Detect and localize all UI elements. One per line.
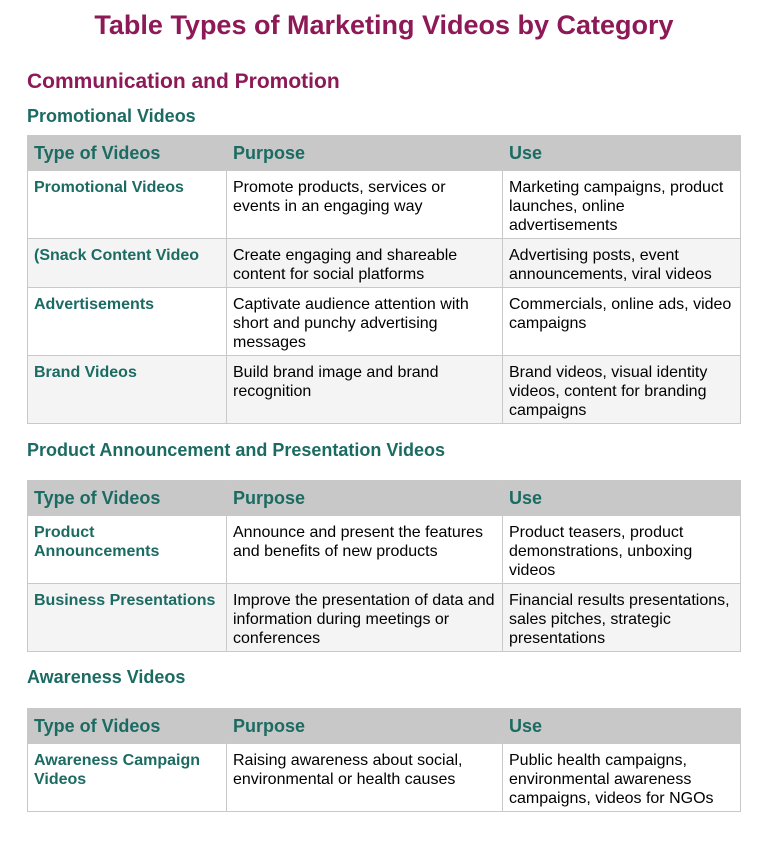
table-row <box>28 288 741 356</box>
table-promotional-videos <box>27 135 741 424</box>
cell-use: Brand videos, visual identity videos, content for branding campaigns <box>503 356 741 424</box>
table-row <box>28 744 741 812</box>
section-title: Communication and Promotion <box>27 70 340 93</box>
header-purpose: Purpose <box>227 709 503 744</box>
cell-use: Advertising posts, event announcements, viral videos <box>503 239 741 288</box>
cell-type: Awareness Campaign Videos <box>28 744 227 812</box>
table-row <box>28 516 741 584</box>
cell-use: Product teasers, product demonstrations, unboxing videos <box>503 516 741 584</box>
table-row <box>28 171 741 239</box>
cell-type: Promotional Videos <box>28 171 227 239</box>
cell-purpose: Improve the presentation of data and information during meetings or conferences <box>227 584 503 652</box>
table-awareness-videos <box>27 708 741 812</box>
table-header-row <box>28 136 741 171</box>
header-type: Type of Videos <box>28 709 227 744</box>
header-purpose: Purpose <box>227 481 503 516</box>
cell-type: Product Announcements <box>28 516 227 584</box>
cell-type: Brand Videos <box>28 356 227 424</box>
cell-purpose: Promote products, services or events in an engaging way <box>227 171 503 239</box>
cell-use: Marketing campaigns, product launches, online advertisements <box>503 171 741 239</box>
cell-type: Advertisements <box>28 288 227 356</box>
cell-purpose: Announce and present the features and benefits of new products <box>227 516 503 584</box>
table-row <box>28 239 741 288</box>
cell-type: Business Presentations <box>28 584 227 652</box>
cell-use: Financial results presentations, sales pitches, strategic presentations <box>503 584 741 652</box>
table-title-awareness: Awareness Videos <box>27 667 186 687</box>
cell-use: Commercials, online ads, video campaigns <box>503 288 741 356</box>
cell-type: (Snack Content Video <box>28 239 227 288</box>
header-use: Use <box>503 709 741 744</box>
header-type: Type of Videos <box>28 136 227 171</box>
table-title-promotional: Promotional Videos <box>27 106 196 126</box>
header-purpose: Purpose <box>227 136 503 171</box>
cell-purpose: Raising awareness about social, environmental or health causes <box>227 744 503 812</box>
table-row <box>28 356 741 424</box>
header-use: Use <box>503 136 741 171</box>
table-header-row <box>28 481 741 516</box>
table-product-announcement-videos <box>27 480 741 652</box>
cell-purpose: Build brand image and brand recognition <box>227 356 503 424</box>
header-type: Type of Videos <box>28 481 227 516</box>
cell-purpose: Create engaging and shareable content for social platforms <box>227 239 503 288</box>
table-row <box>28 584 741 652</box>
table-title-product-announcement: Product Announcement and Presentation Videos <box>27 440 446 460</box>
table-header-row <box>28 709 741 744</box>
cell-purpose: Captivate audience attention with short and punchy advertising messages <box>227 288 503 356</box>
header-use: Use <box>503 481 741 516</box>
document-title: Table Types of Marketing Videos by Category <box>94 10 674 40</box>
cell-use: Public health campaigns, environmental awareness campaigns, videos for NGOs <box>503 744 741 812</box>
